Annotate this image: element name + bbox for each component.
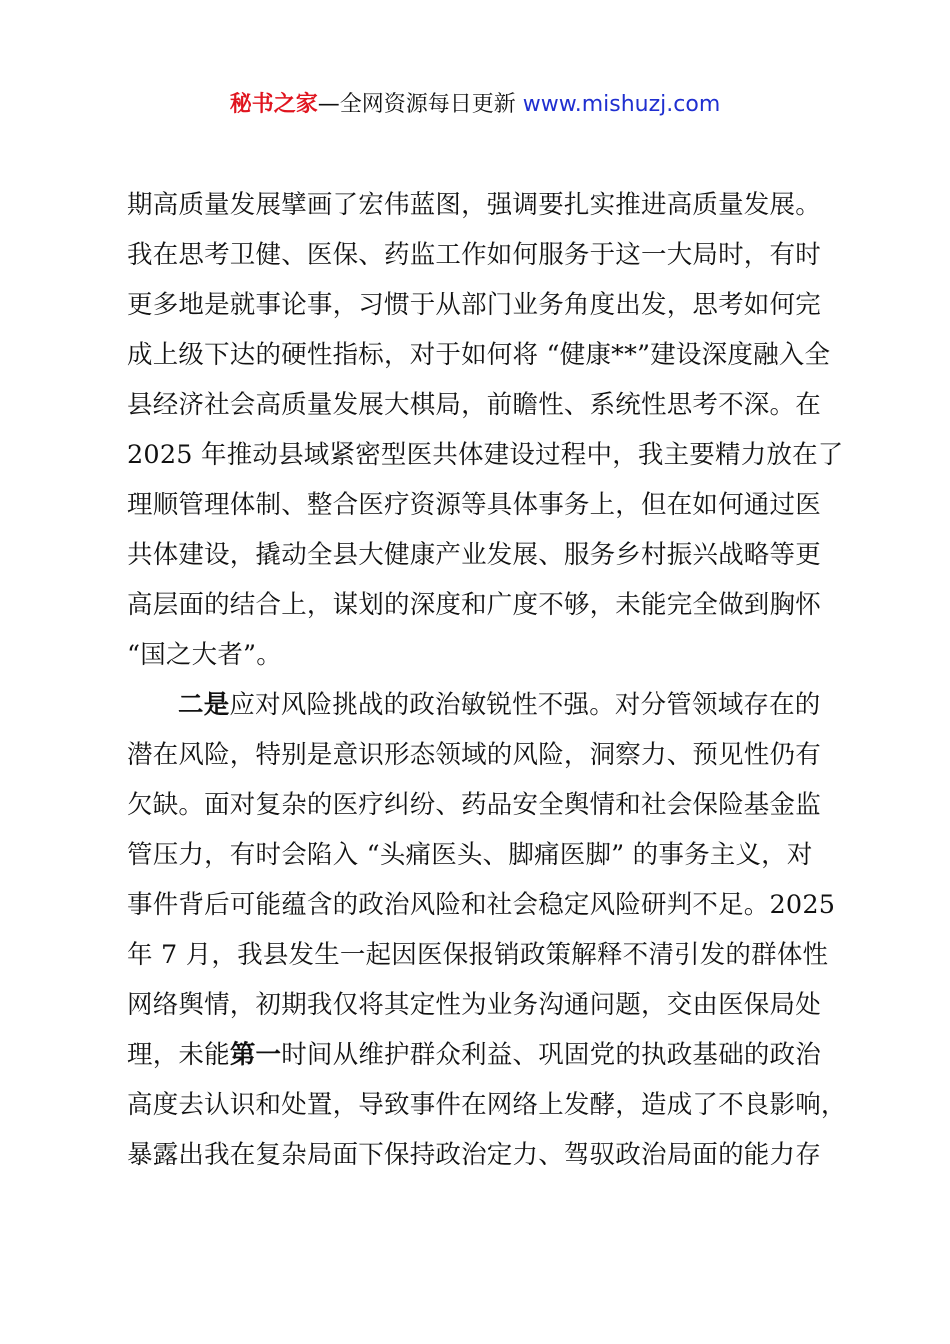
text-line: 共体建设，撬动全县大健康产业发展、服务乡村振兴战略等更 [127,540,821,570]
document-body [127,180,847,1180]
text-line: 网络舆情，初期我仅将其定性为业务沟通问题，交由医保局处 [127,990,821,1020]
paragraph-2-line1-rest: 应对风险挑战的政治敏锐性不强。对分管领域存在的 [229,690,821,720]
text-line: 高层面的结合上，谋划的深度和广度不够，未能完全做到胸怀 [127,590,821,620]
text-line: 成上级下达的硬性指标，对于如何将 “健康**”建设深度融入全 [127,340,831,370]
text-line: 欠缺。面对复杂的医疗纠纷、药品安全舆情和社会保险基金监 [127,790,821,820]
line-post: 时间从维护群众利益、巩固党的执政基础的政治 [281,1040,821,1070]
text-line: 潜在风险，特别是意识形态领域的风险，洞察力、预见性仍有 [127,740,821,770]
site-watermark-header [0,88,950,122]
site-tagline: —全网资源每日更新 [317,92,523,117]
text-line: 更多地是就事论事，习惯于从部门业务角度出发，思考如何完 [127,290,821,320]
text-line-with-bold [127,1030,837,1080]
text-line: 我在思考卫健、医保、药监工作如何服务于这一大局时，有时 [127,240,821,270]
text-line: 高度去认识和处置，导致事件在网络上发酵，造成了不良影响， [127,1090,847,1120]
text-line: “国之大者”。 [127,640,282,670]
text-line: 管压力，有时会陷入 “头痛医头、脚痛医脚” 的事务主义，对 [127,840,813,870]
line-bold-emphasis: 第一 [229,1040,282,1070]
site-brand-name: 秘书之家 [229,92,318,117]
text-line: 年 7 月，我县发生一起因医保报销政策解释不清引发的群体性 [127,940,829,970]
text-line: 期高质量发展擘画了宏伟蓝图，强调要扎实推进高质量发展。 [127,190,821,220]
paragraph-1 [127,180,844,680]
text-line: 县经济社会高质量发展大棋局，前瞻性、系统性思考不深。在 [127,390,821,420]
text-line: 暴露出我在复杂局面下保持政治定力、驾驭政治局面的能力存 [127,1140,821,1170]
text-line: 事件背后可能蕴含的政治风险和社会稳定风险研判不足。2025 [127,890,836,920]
site-url-link[interactable]: www.mishuzj.com [522,92,721,117]
paragraph-2-first-line [127,680,837,730]
line-pre: 理，未能 [127,1040,230,1070]
text-line: 理顺管理体制、整合医疗资源等具体事务上，但在如何通过医 [127,490,821,520]
paragraph-2 [127,680,847,1180]
paragraph-2-lead-bold: 二是 [178,690,230,720]
text-line: 2025 年推动县域紧密型医共体建设过程中，我主要精力放在了 [127,440,844,470]
